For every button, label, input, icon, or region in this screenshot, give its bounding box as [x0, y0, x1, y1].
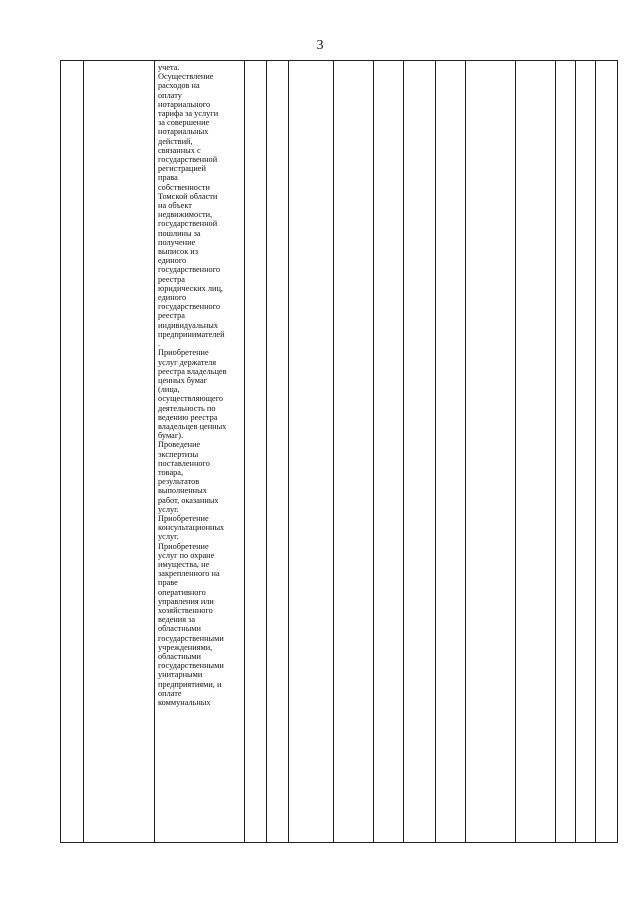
document-table — [60, 60, 618, 843]
table-cell-description — [155, 61, 245, 843]
table-cell-5 — [267, 61, 289, 843]
table-cell-2 — [84, 61, 155, 843]
table-cell-4 — [245, 61, 267, 843]
table-cell-7 — [334, 61, 374, 843]
table-cell-6 — [289, 61, 334, 843]
table-cell-14 — [576, 61, 596, 843]
description-text: учета. Осуществление расходов на оплату нотариального тарифа за услуги за совершение нотариальных действий, связанных с государственной регистрацией права собственности Томской области на объект недвижимости, государственной пошлины за получение выписок из единого государственного реестра юридических лиц, единого государственного реестра индивидуальных предпринимателей . Приобретение услуг держателя реестра владельцев ценных бумаг (лица, осуществляющего деятельность по ведению реестра владельцев ценных бумаг). Проведение экспертизы поставленного товара, результатов выполненных работ, оказанных услуг. Приобретение консультационных услуг. Приобретение услуг по охране имущества, не закрепленного на праве оперативного управления или хозяйственного ведения за областными государственными учреждениями, областными государственными унитарными предприятиями, и оплате коммунальных — [158, 63, 227, 708]
table-cell-13 — [556, 61, 576, 843]
table-cell-12 — [516, 61, 556, 843]
table-cell-1 — [61, 61, 84, 843]
table-cell-15 — [596, 61, 618, 843]
table-cell-10 — [436, 61, 466, 843]
table-cell-9 — [404, 61, 436, 843]
table-row — [61, 61, 618, 843]
table-cell-11 — [466, 61, 516, 843]
page-number: 3 — [316, 38, 324, 53]
table-cell-8 — [374, 61, 404, 843]
